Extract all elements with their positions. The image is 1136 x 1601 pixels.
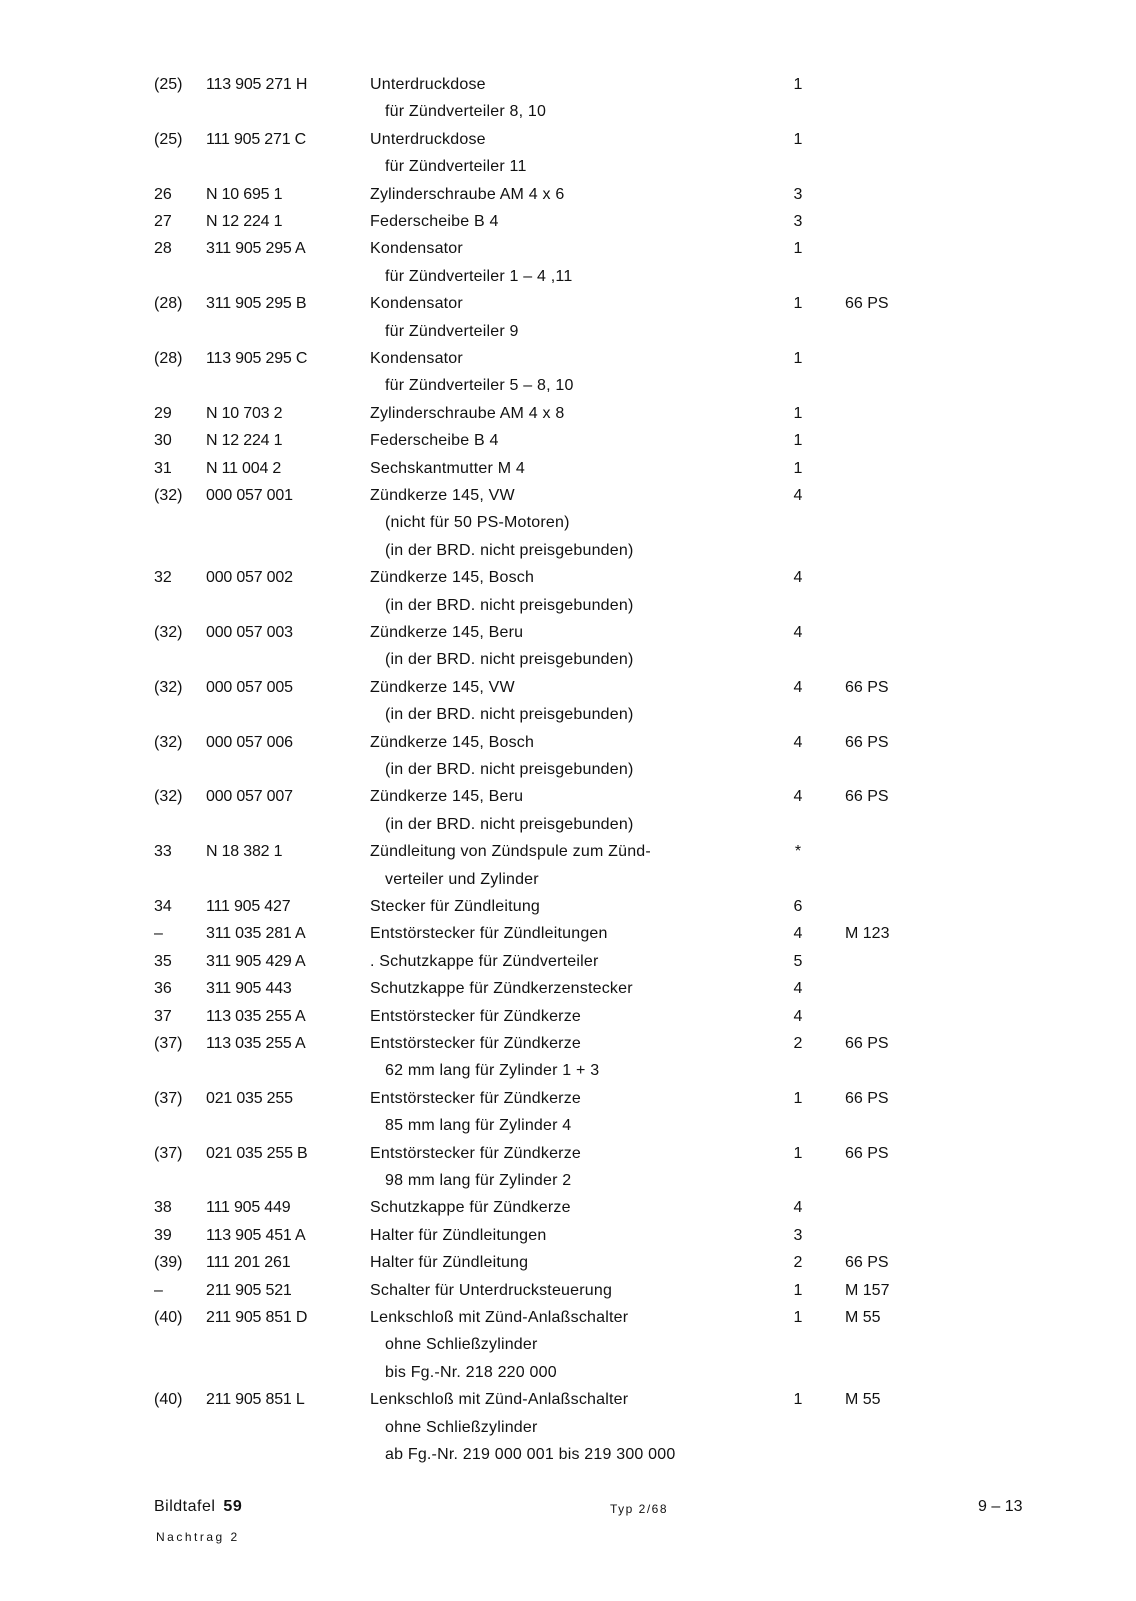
part-number: N 11 004 2 <box>206 459 282 477</box>
position-number: 32 <box>154 569 172 587</box>
plate-label: Bildtafel <box>154 1498 216 1515</box>
position-number: 27 <box>154 213 172 230</box>
table-row <box>0 208 1136 235</box>
quantity: 3 <box>793 1226 803 1244</box>
part-number: 000 057 001 <box>206 487 293 504</box>
footer-type: Typ 2/68 <box>610 1502 669 1516</box>
description-note: ab Fg.-Nr. 219 000 001 bis 219 300 000 <box>385 1446 676 1463</box>
part-number: 113 905 271 H <box>206 76 308 93</box>
table-row <box>0 126 1136 153</box>
remark: M 157 <box>845 1281 890 1299</box>
part-number: 311 905 295 B <box>206 295 307 313</box>
part-number: 311 905 295 A <box>206 240 306 258</box>
quantity: 1 <box>793 76 803 93</box>
position-number: (25) <box>154 76 183 93</box>
remark: 66 PS <box>845 1035 889 1052</box>
description-note: (in der BRD. nicht preisgebunden) <box>385 596 634 614</box>
quantity: 1 <box>793 295 803 313</box>
part-number: 113 035 255 A <box>206 1035 306 1052</box>
position-number: (32) <box>154 678 183 696</box>
part-number: 311 905 443 <box>206 980 292 998</box>
part-number: N 18 382 1 <box>206 843 283 861</box>
part-number: 311 905 429 A <box>206 952 306 970</box>
table-row <box>0 948 1136 975</box>
description: Sechskantmutter M 4 <box>370 459 525 477</box>
quantity: 4 <box>793 624 803 641</box>
footer-plate <box>154 1498 242 1516</box>
part-number: 021 035 255 <box>206 1089 293 1107</box>
description: Kondensator <box>370 295 463 313</box>
description: Schalter für Unterdrucksteuerung <box>370 1281 613 1299</box>
position-number: 26 <box>154 185 172 203</box>
quantity: 3 <box>793 185 803 203</box>
description-note: für Zündverteiler 8, 10 <box>385 103 547 121</box>
part-number: 000 057 005 <box>206 678 293 696</box>
description-note: für Zündverteiler 1 – 4 ,11 <box>385 267 573 285</box>
table-row <box>0 427 1136 454</box>
table-row <box>0 893 1136 920</box>
description: Federscheibe B 4 <box>370 432 499 450</box>
description: Entstörstecker für Zündkerze <box>370 1007 582 1025</box>
remark: 66 PS <box>845 1089 889 1107</box>
description-note: (in der BRD. nicht preisgebunden) <box>385 651 634 669</box>
quantity: 2 <box>793 1254 803 1272</box>
quantity: 2 <box>793 1035 803 1052</box>
part-number: 000 057 006 <box>206 733 293 751</box>
table-row <box>0 1304 1136 1331</box>
quantity: 1 <box>793 404 803 422</box>
table-row <box>0 783 1136 810</box>
table-row <box>0 619 1136 646</box>
quantity: 1 <box>793 130 803 148</box>
quantity: 4 <box>793 569 803 587</box>
description: Kondensator <box>370 240 463 258</box>
description: Zündkerze 145, Bosch <box>370 569 535 587</box>
position-number: (32) <box>154 733 183 751</box>
quantity: 5 <box>793 952 803 970</box>
part-number: 000 057 002 <box>206 569 293 587</box>
remark: 66 PS <box>845 788 889 806</box>
position-number: 29 <box>154 404 172 422</box>
description: Zündkerze 145, Bosch <box>370 733 535 751</box>
part-number: 111 905 427 <box>206 898 291 915</box>
quantity: 1 <box>793 1089 803 1107</box>
position-number: (39) <box>154 1254 183 1272</box>
description: Lenkschloß mit Zünd-Anlaßschalter <box>370 1309 629 1326</box>
description-note: verteiler und Zylinder <box>385 870 539 888</box>
description: Entstörstecker für Zündkerze <box>370 1035 582 1052</box>
table-row <box>0 564 1136 591</box>
remark: 66 PS <box>845 733 889 751</box>
part-number: 211 905 851 D <box>206 1309 308 1326</box>
description: Zündkerze 145, VW <box>370 487 515 504</box>
table-row <box>0 920 1136 947</box>
description-note: ohne Schließzylinder <box>385 1336 538 1354</box>
description-note: ohne Schließzylinder <box>385 1418 538 1436</box>
quantity: 1 <box>793 432 803 450</box>
quantity: 4 <box>793 487 803 504</box>
quantity: 3 <box>793 213 803 230</box>
remark: 66 PS <box>845 1254 889 1272</box>
quantity: 4 <box>793 980 803 998</box>
footer-supplement: Nachtrag 2 <box>156 1530 240 1544</box>
description-note: bis Fg.-Nr. 218 220 000 <box>385 1363 557 1381</box>
table-row <box>0 1277 1136 1304</box>
remark: M 55 <box>845 1391 881 1409</box>
table-row <box>0 1003 1136 1030</box>
position-number: – <box>154 925 163 943</box>
description-note: 98 mm lang für Zylinder 2 <box>385 1172 572 1189</box>
plate-number: 59 <box>223 1498 243 1515</box>
part-number: 211 905 521 <box>206 1281 292 1299</box>
table-row <box>0 455 1136 482</box>
table-row <box>0 1249 1136 1276</box>
part-number: 211 905 851 L <box>206 1391 305 1409</box>
description: Lenkschloß mit Zünd-Anlaßschalter <box>370 1391 629 1409</box>
description: Zylinderschraube AM 4 x 6 <box>370 185 565 203</box>
description: Entstörstecker für Zündkerze <box>370 1144 582 1162</box>
description-note: (in der BRD. nicht preisgebunden) <box>385 706 634 724</box>
part-number: 000 057 007 <box>206 788 293 806</box>
table-row <box>0 729 1136 756</box>
description: Entstörstecker für Zündkerze <box>370 1089 582 1107</box>
description-note: für Zündverteiler 11 <box>385 158 527 176</box>
description-note: (in der BRD. nicht preisgebunden) <box>385 815 634 833</box>
part-number: N 12 224 1 <box>206 213 283 230</box>
quantity: * <box>794 843 802 861</box>
quantity: 4 <box>793 1199 803 1217</box>
part-number: 021 035 255 B <box>206 1144 308 1162</box>
quantity: 1 <box>793 1144 803 1162</box>
position-number: 34 <box>154 898 172 915</box>
part-number: N 10 703 2 <box>206 404 283 422</box>
table-row <box>0 1030 1136 1057</box>
description: Unterdruckdose <box>370 76 486 93</box>
table-row <box>0 975 1136 1002</box>
description: Halter für Zündleitungen <box>370 1226 547 1244</box>
description: Kondensator <box>370 350 463 367</box>
table-row <box>0 1194 1136 1221</box>
table-row <box>0 674 1136 701</box>
part-number: 113 905 451 A <box>206 1226 306 1244</box>
part-number: N 12 224 1 <box>206 432 283 450</box>
table-row <box>0 838 1136 865</box>
position-number: (37) <box>154 1144 183 1162</box>
remark: M 55 <box>845 1309 881 1326</box>
quantity: 4 <box>793 733 803 751</box>
description: Zündkerze 145, VW <box>370 678 515 696</box>
description: Halter für Zündleitung <box>370 1254 529 1272</box>
quantity: 6 <box>793 898 803 915</box>
table-row <box>0 482 1136 509</box>
position-number: 31 <box>154 459 172 477</box>
position-number: (32) <box>154 487 183 504</box>
remark: 66 PS <box>845 678 889 696</box>
description: Unterdruckdose <box>370 130 486 148</box>
page-number: 9 – 13 <box>978 1498 1023 1515</box>
quantity: 1 <box>793 1391 803 1409</box>
table-row <box>0 181 1136 208</box>
description-note: für Zündverteiler 9 <box>385 322 519 340</box>
position-number: 36 <box>154 980 172 998</box>
position-number: (28) <box>154 350 183 367</box>
quantity: 1 <box>793 240 803 258</box>
position-number: (32) <box>154 624 183 641</box>
part-number: 111 905 449 <box>206 1199 291 1217</box>
position-number: 30 <box>154 432 172 450</box>
table-row <box>0 290 1136 317</box>
position-number: (25) <box>154 130 183 148</box>
position-number: (32) <box>154 788 183 806</box>
quantity: 1 <box>793 350 803 367</box>
table-row <box>0 1140 1136 1167</box>
description-note: 62 mm lang für Zylinder 1 + 3 <box>385 1062 600 1080</box>
quantity: 4 <box>793 788 803 806</box>
description-note: (nicht für 50 PS-Motoren) <box>385 514 570 532</box>
quantity: 4 <box>793 678 803 696</box>
description: Zylinderschraube AM 4 x 8 <box>370 404 565 422</box>
position-number: (37) <box>154 1089 183 1107</box>
description: Zündleitung von Zündspule zum Zünd- <box>370 843 651 861</box>
table-row <box>0 345 1136 372</box>
table-row <box>0 71 1136 98</box>
description: Federscheibe B 4 <box>370 213 499 230</box>
position-number: 33 <box>154 843 172 861</box>
position-number: 39 <box>154 1226 172 1244</box>
description: . Schutzkappe für Zündverteiler <box>370 952 599 970</box>
description: Entstörstecker für Zündleitungen <box>370 925 608 943</box>
description: Zündkerze 145, Beru <box>370 788 524 806</box>
part-number: 000 057 003 <box>206 624 293 641</box>
description-note: (in der BRD. nicht preisgebunden) <box>385 541 634 559</box>
position-number: 28 <box>154 240 172 258</box>
quantity: 1 <box>793 1309 803 1326</box>
table-row <box>0 400 1136 427</box>
description: Schutzkappe für Zündkerzenstecker <box>370 980 633 998</box>
description: Zündkerze 145, Beru <box>370 624 524 641</box>
position-number: (40) <box>154 1391 183 1409</box>
description-note: 85 mm lang für Zylinder 4 <box>385 1117 572 1135</box>
remark: M 123 <box>845 925 890 943</box>
quantity: 1 <box>793 459 803 477</box>
table-row <box>0 235 1136 262</box>
position-number: 37 <box>154 1007 172 1025</box>
position-number: 38 <box>154 1199 172 1217</box>
position-number: (37) <box>154 1035 183 1052</box>
part-number: 113 035 255 A <box>206 1007 306 1025</box>
remark: 66 PS <box>845 295 889 313</box>
table-row <box>0 1222 1136 1249</box>
description-note: für Zündverteiler 5 – 8, 10 <box>385 377 574 395</box>
position-number: 35 <box>154 952 172 970</box>
position-number: (28) <box>154 295 183 313</box>
part-number: 111 905 271 C <box>206 130 307 148</box>
quantity: 4 <box>793 925 803 943</box>
table-row <box>0 1386 1136 1413</box>
table-row <box>0 1085 1136 1112</box>
position-number: (40) <box>154 1309 183 1326</box>
quantity: 4 <box>793 1007 803 1025</box>
part-number: 311 035 281 A <box>206 925 306 943</box>
part-number: 113 905 295 C <box>206 350 308 367</box>
quantity: 1 <box>793 1281 803 1299</box>
remark: 66 PS <box>845 1144 889 1162</box>
description: Schutzkappe für Zündkerze <box>370 1199 571 1217</box>
description-note: (in der BRD. nicht preisgebunden) <box>385 761 634 778</box>
position-number: – <box>154 1281 163 1299</box>
part-number: N 10 695 1 <box>206 185 283 203</box>
description: Stecker für Zündleitung <box>370 898 541 915</box>
part-number: 111 201 261 <box>206 1254 291 1272</box>
